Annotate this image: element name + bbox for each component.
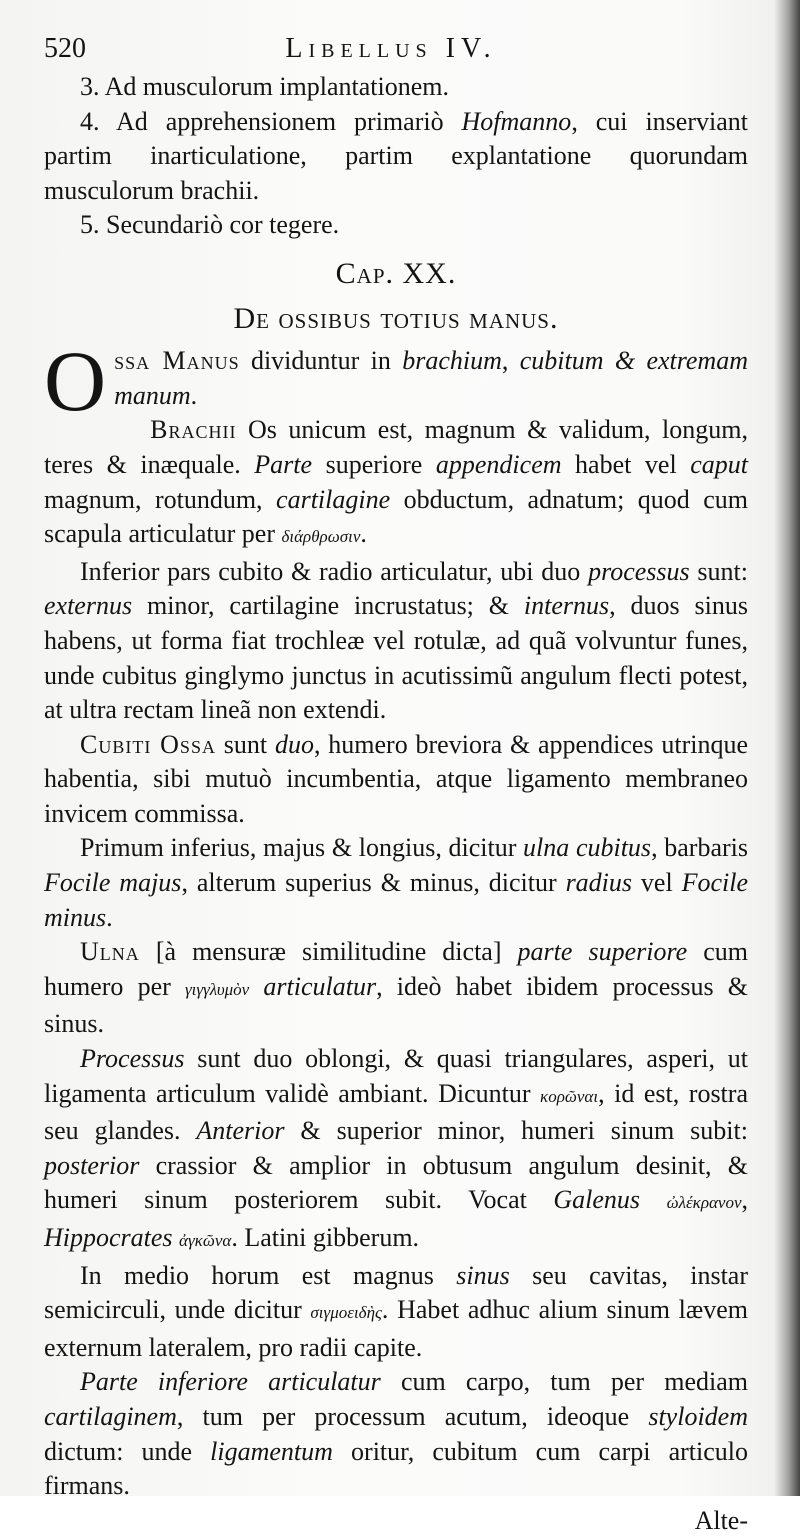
catchword: Alte- xyxy=(694,1505,748,1535)
text-run: dictum: unde xyxy=(44,1436,211,1466)
greek-term: ὠλέκρανον xyxy=(666,1193,742,1213)
chapter-heading: Cap. XX. xyxy=(335,256,457,290)
greek-term: γιγγλυμὸν xyxy=(184,979,250,999)
italic-text: brachium xyxy=(402,346,502,376)
italic-text: caput xyxy=(690,449,748,479)
italic-text: Parte inferiore articulatur xyxy=(80,1367,381,1397)
section-title: De ossibus totius manus. xyxy=(233,301,559,335)
text-run: . xyxy=(106,902,113,932)
text-run: cum humero per xyxy=(44,937,749,1001)
italic-text: articulatur xyxy=(263,971,377,1001)
paragraph xyxy=(44,728,748,832)
body-text xyxy=(44,333,749,1504)
greek-term: κορῶναι xyxy=(540,1086,599,1106)
italic-text: Focile majus xyxy=(44,868,182,898)
small-caps-text: Cubiti Ossa xyxy=(80,729,216,759)
text-run: , barbaris xyxy=(651,833,748,863)
italic-text: cartilagine xyxy=(276,484,391,514)
italic-text: Galenus xyxy=(553,1185,641,1215)
paragraph xyxy=(44,1365,748,1503)
text-run: crassior & amplior in obtusum angulum desinit, & humeri sinum posteriorem subit. Vocat xyxy=(44,1150,748,1215)
text-run: minor, cartilagine incrustatus; & xyxy=(132,591,524,621)
text-run: obductum, adnatum; quod cum scapula articulatur per xyxy=(44,484,748,549)
italic-text: ulna cubitus xyxy=(523,833,652,863)
text-run: In medio horum est magnus xyxy=(80,1260,457,1290)
italic-text: Parte xyxy=(254,449,313,479)
text-run: . Habet adhuc alium sinum lævem externum lateralem, pro radii capite. xyxy=(44,1295,748,1362)
text-run xyxy=(249,972,263,1001)
paragraph xyxy=(44,413,748,554)
text-run: , ideò habet ibidem processus & sinus. xyxy=(44,971,748,1039)
greek-term: σιγμοειδὴς xyxy=(310,1303,382,1323)
italic-text: Processus xyxy=(80,1044,185,1074)
numbered-list xyxy=(44,70,748,243)
page-number: 520 xyxy=(44,33,86,64)
greek-term: διάρθρωσιν xyxy=(281,527,361,547)
italic-text: radius xyxy=(565,868,633,898)
text-run: . xyxy=(190,380,198,410)
text-run: Inferior pars cubito & radio articulatur, ubi duo xyxy=(80,556,589,586)
paragraph xyxy=(44,1259,748,1366)
italic-text: appendicem xyxy=(435,449,562,479)
greek-term: ἀγκῶνα xyxy=(179,1231,232,1250)
small-caps-text: Brachii xyxy=(150,415,237,445)
text-run: , tum per processum acutum, ideoque xyxy=(176,1401,649,1431)
text-run: sunt: xyxy=(689,556,748,586)
italic-text: posterior xyxy=(44,1150,140,1180)
paragraph xyxy=(44,555,748,728)
drop-cap: O xyxy=(44,333,107,430)
paragraph xyxy=(44,831,748,935)
text-block xyxy=(44,32,748,1538)
text-run: sunt xyxy=(215,729,275,759)
list-item: 5. Secundariò cor tegere. xyxy=(80,210,340,240)
text-run: cum carpo, tum per mediam xyxy=(380,1367,748,1397)
italic-text: externus xyxy=(44,591,133,621)
text-run: , xyxy=(501,346,520,376)
text-run: . Latini gibberum. xyxy=(231,1223,420,1252)
text-run: . xyxy=(360,519,367,549)
italic-text: processus xyxy=(588,556,690,586)
text-run: [à mensuræ similitudine dicta] xyxy=(139,937,518,967)
text-run: & superior minor, humeri sinum subit: xyxy=(284,1116,748,1146)
italic-text: Hofmanno xyxy=(461,106,572,136)
italic-text: parte superiore xyxy=(517,937,688,967)
italic-text: duo xyxy=(274,729,314,759)
text-run: , id est, rostra seu glandes. xyxy=(44,1078,748,1146)
italic-text: ligamentum xyxy=(210,1436,333,1466)
paragraph xyxy=(44,935,748,1042)
italic-text: Anterior xyxy=(196,1116,285,1146)
italic-text: Hippocrates xyxy=(44,1223,173,1252)
text-run: seu cavitas, instar semicirculi, unde dicitur xyxy=(44,1260,748,1325)
text-run: oritur, cubitum cum carpi articulo firmans. xyxy=(44,1436,748,1501)
text-run: , alterum superius & minus, dicitur xyxy=(181,868,566,898)
list-item: 3. Ad musculorum implantationem. xyxy=(80,72,450,101)
text-run: , cui inserviant partim inarticulatione, partim explantatione quorundam musculorum brachii. xyxy=(44,106,748,205)
text-run: , humero breviora & appendices utrinque habentia, sibi mutuò incumbentia, atque ligamento membraneo invicem commissa. xyxy=(44,729,748,828)
text-run: vel xyxy=(632,868,682,898)
paragraph xyxy=(44,1042,748,1259)
text-run: Os unicum est, magnum & validum, longum, teres & inæquale. xyxy=(44,415,748,479)
small-caps-text: Ulna xyxy=(80,937,140,967)
text-run: , duos sinus habens, ut forma fiat trochleæ vel rotulæ, ad quã volvuntur funes, unde cubitus ginglymo junctus in acutissimũ angulum flecti potest, at ultra rectam lineã non extendi. xyxy=(44,591,748,725)
page-gutter-shadow xyxy=(774,0,800,1496)
small-caps-text: ssa Manus xyxy=(114,346,240,376)
text-run: 4. Ad apprehensionem primariò xyxy=(80,106,462,136)
italic-text: internus xyxy=(523,591,610,621)
text-run: dividuntur in xyxy=(239,346,403,376)
italic-text: cubitum & extremam manum xyxy=(114,346,748,410)
italic-text: sinus xyxy=(456,1260,510,1290)
list-item xyxy=(44,105,748,209)
text-run: habet vel xyxy=(561,449,691,479)
text-run: sunt duo oblongi, & quasi triangulares, asperi, ut ligamenta articulum validè ambiant. Dicuntur xyxy=(44,1044,748,1108)
italic-text: cartilaginem xyxy=(44,1401,177,1431)
running-head xyxy=(44,32,748,70)
running-title: Libellus IV. xyxy=(285,33,497,64)
text-run: , xyxy=(741,1185,748,1215)
text-run: superiore xyxy=(312,449,436,479)
text-run: Primum inferius, majus & longius, dicitur xyxy=(80,833,524,863)
italic-text: styloidem xyxy=(648,1401,748,1431)
italic-text: Focile minus xyxy=(44,868,749,932)
text-run xyxy=(640,1185,667,1214)
text-run: magnum, rotundum, xyxy=(44,484,277,514)
